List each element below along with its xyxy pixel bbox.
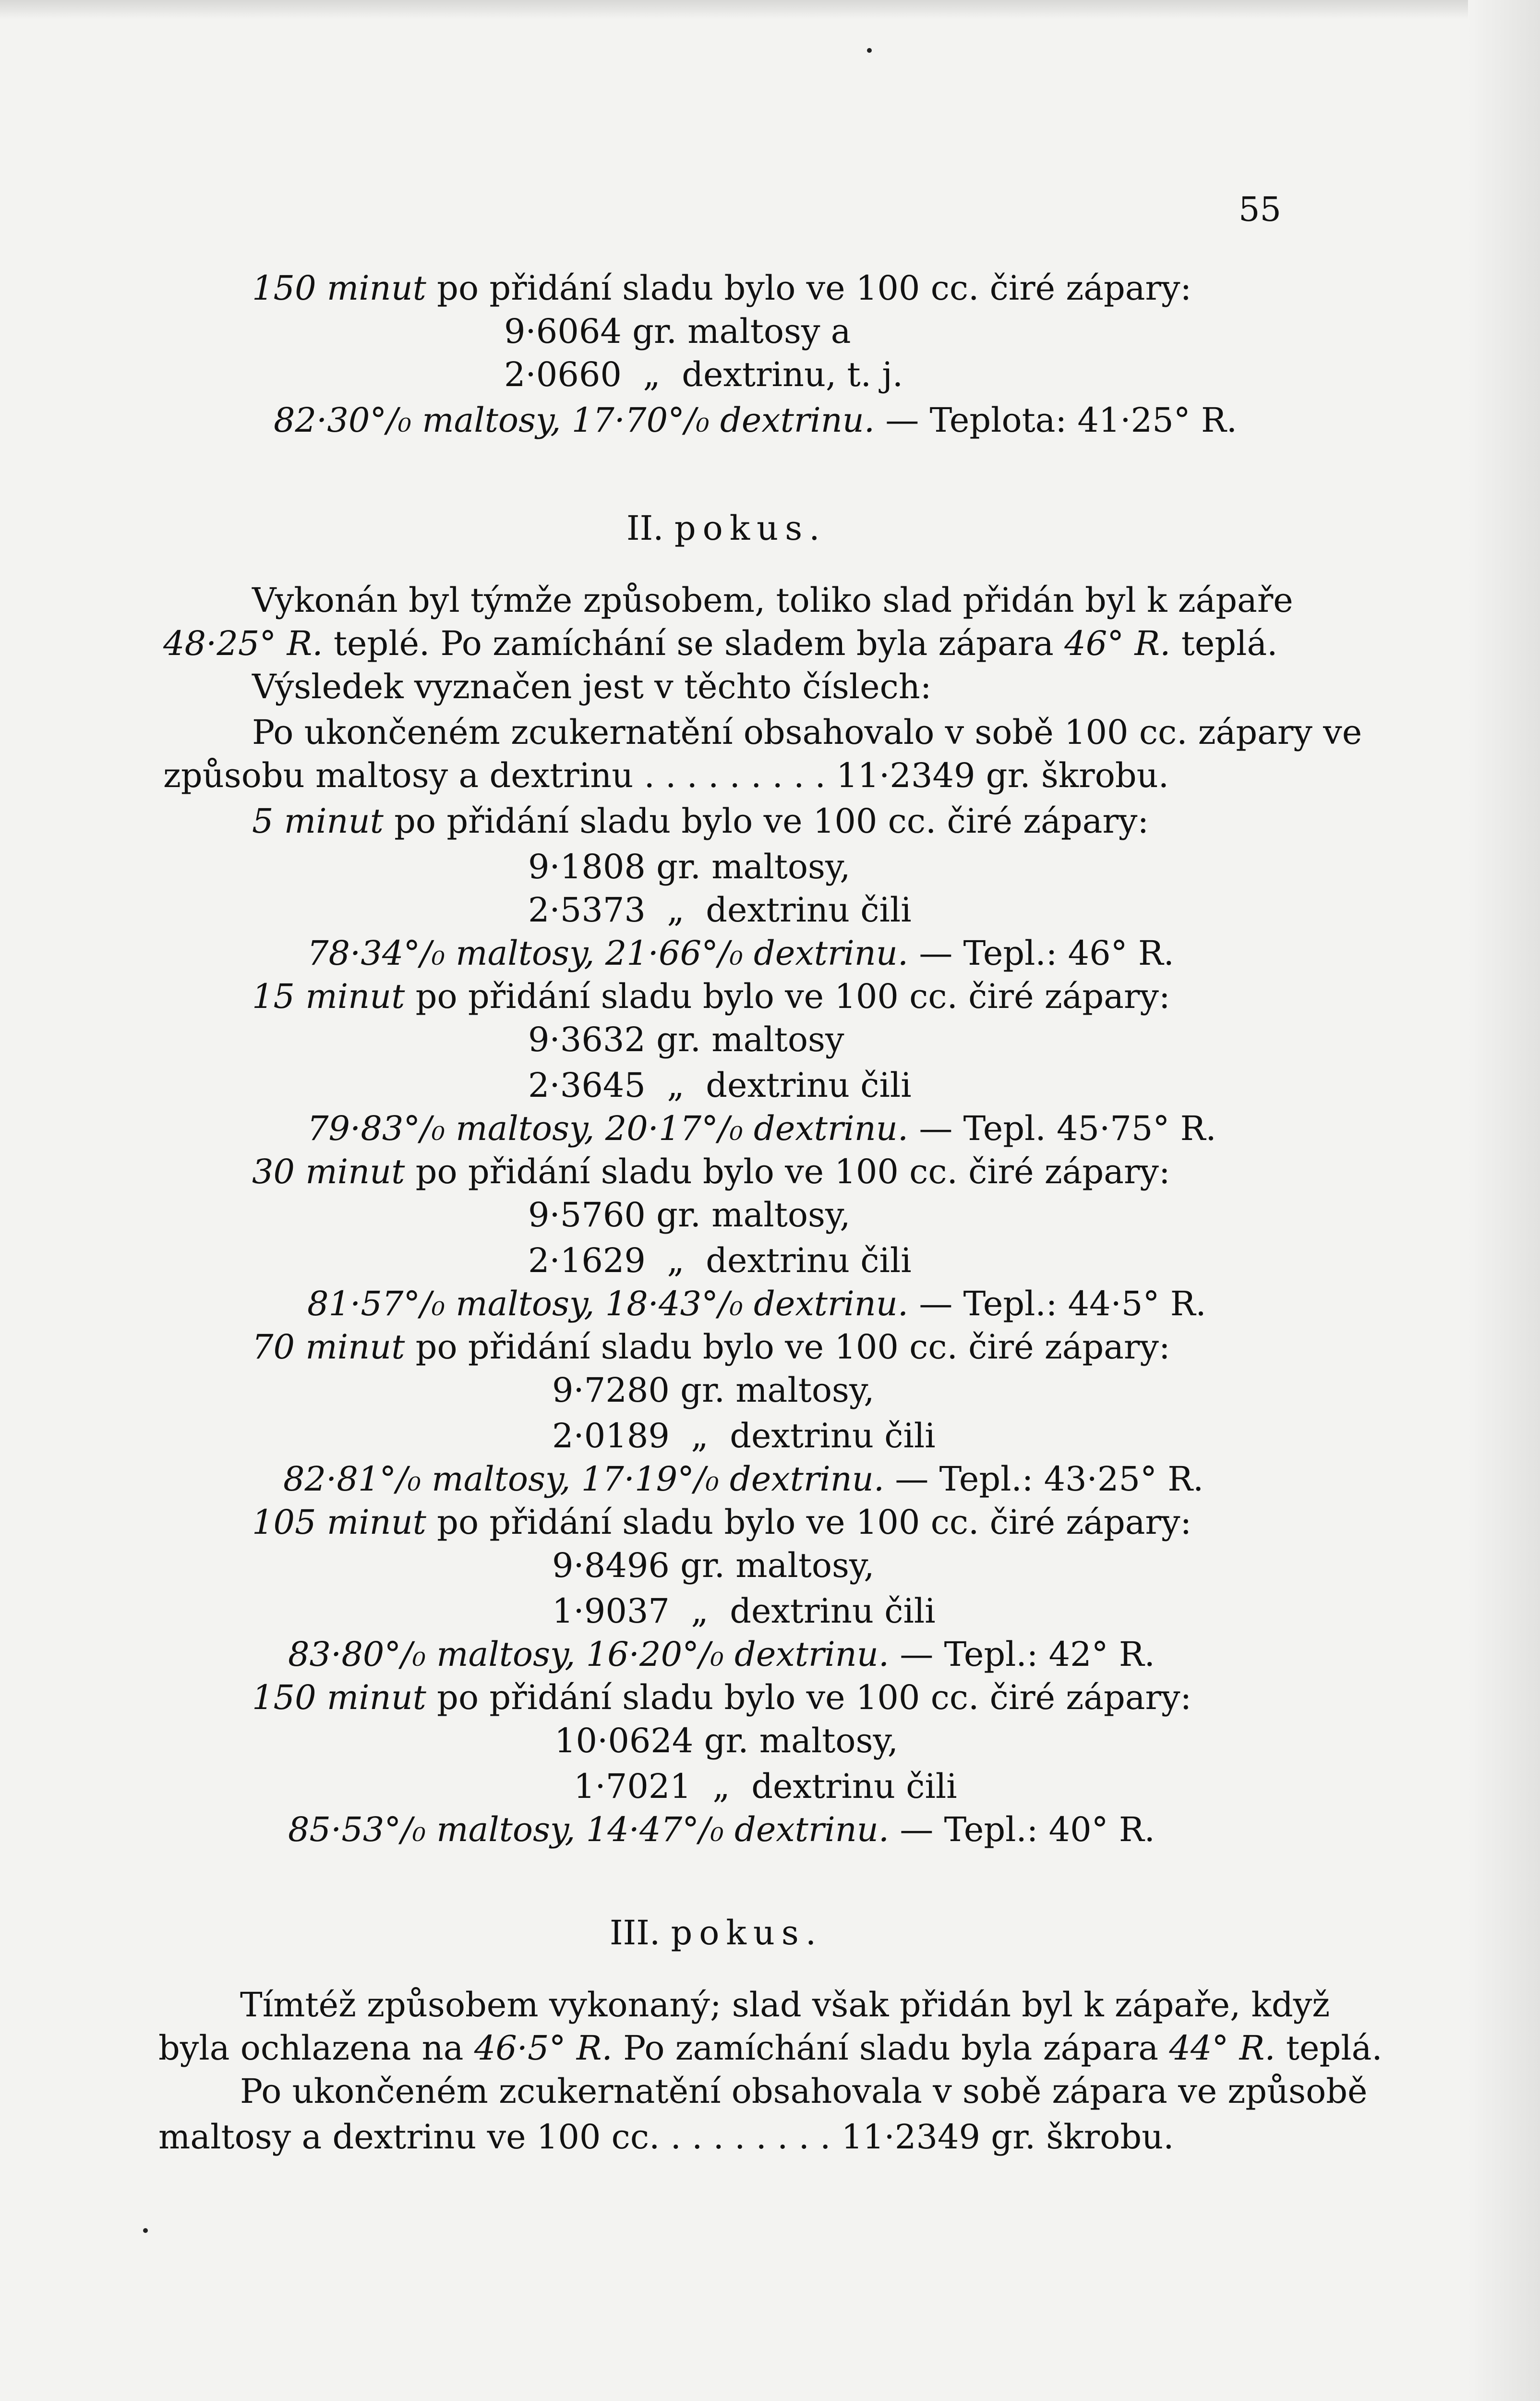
text-run: — Tepl.: 44·5° R.: [908, 1284, 1206, 1323]
text-run: teplá.: [1170, 624, 1278, 663]
text-line: [307, 932, 1174, 975]
text-line: [552, 1414, 936, 1457]
text-run: Výsledek vyznačen jest v těchto číslech:: [252, 667, 932, 706]
text-line: [528, 1239, 912, 1282]
text-run: — Tepl.: 46° R.: [908, 934, 1174, 973]
page-top-edge: [0, 0, 1540, 19]
text-run: maltosy a dextrinu ve 100 cc. . . . . . . . . 11·2349 gr. škrobu.: [158, 2117, 1174, 2157]
italic-run: 150 minut: [252, 1678, 426, 1717]
text-line: [283, 1457, 1203, 1501]
text-run: po přidání sladu bylo ve 100 cc. čiré zápary:: [405, 977, 1170, 1016]
italic-run: 46·5° R.: [474, 2028, 613, 2068]
text-line: [552, 1589, 936, 1633]
text-run: — Tepl.: 40° R.: [889, 1810, 1155, 1849]
text-line: [504, 310, 851, 353]
page-number: 55: [1239, 190, 1282, 229]
text-line: [528, 1018, 844, 1061]
text-line: [252, 711, 1362, 754]
text-line: [504, 353, 903, 396]
spaced-run: pokus.: [674, 509, 827, 548]
text-line: [252, 1501, 1191, 1544]
text-run: byla ochlazena na: [158, 2028, 474, 2068]
section-heading: [626, 507, 826, 550]
italic-run: 78·34°/₀ maltosy, 21·66°/₀ dextrinu.: [307, 934, 909, 973]
text-line: [252, 665, 931, 708]
italic-run: 15 minut: [252, 977, 405, 1016]
speck-mark: [143, 2228, 148, 2233]
italic-run: 70 minut: [252, 1327, 405, 1367]
text-run: II.: [626, 509, 674, 548]
text-line: [163, 754, 1169, 797]
text-run: III.: [610, 1913, 671, 1952]
text-line: [552, 1369, 874, 1412]
text-run: — Teplota: 41·25° R.: [875, 400, 1237, 440]
text-run: teplá.: [1275, 2028, 1383, 2068]
text-run: po přidání sladu bylo ve 100 cc. čiré zápary:: [426, 1678, 1192, 1717]
text-run: Po ukončeném zcukernatění obsahovala v sobě zápara ve způsobě: [240, 2072, 1368, 2111]
italic-run: 105 minut: [252, 1503, 426, 1542]
text-line: [252, 579, 1293, 622]
text-line: [274, 399, 1237, 442]
text-line: [288, 1808, 1155, 1851]
text-run: — Tepl.: 42° R.: [889, 1635, 1155, 1674]
text-run: po přidání sladu bylo ve 100 cc. čiré zápary:: [405, 1327, 1170, 1367]
section-heading: [610, 1911, 823, 1954]
text-run: 9·6064 gr. maltosy a: [504, 312, 851, 351]
text-line: [528, 1064, 912, 1107]
text-line: [158, 2026, 1383, 2070]
italic-run: 85·53°/₀ maltosy, 14·47°/₀ dextrinu.: [288, 1810, 890, 1849]
text-line: [252, 1150, 1170, 1193]
text-run: 10·0624 gr. maltosy,: [554, 1721, 898, 1760]
text-line: [252, 1325, 1170, 1369]
text-run: 9·1808 gr. maltosy,: [528, 847, 851, 886]
italic-run: 44° R.: [1169, 2028, 1275, 2068]
italic-run: 30 minut: [252, 1152, 405, 1191]
text-run: — Tepl.: 43·25° R.: [884, 1459, 1204, 1499]
italic-run: 46° R.: [1064, 624, 1171, 663]
text-run: 2·5373 „ dextrinu čili: [528, 890, 912, 930]
text-run: Vykonán byl týmže způsobem, toliko slad přidán byl k zápaře: [252, 581, 1293, 620]
text-run: teplé. Po zamíchání se sladem byla zápara: [323, 624, 1065, 663]
italic-run: 48·25° R.: [163, 624, 323, 663]
text-line: [528, 1193, 850, 1237]
text-line: [240, 2070, 1367, 2113]
text-run: Po zamíchání sladu byla zápara: [612, 2028, 1169, 2068]
text-run: 2·3645 „ dextrinu čili: [528, 1066, 912, 1105]
text-line: [552, 1544, 874, 1587]
text-run: po přidání sladu bylo ve 100 cc. čiré zápary:: [426, 1503, 1192, 1542]
text-run: 9·7280 gr. maltosy,: [552, 1370, 875, 1410]
text-line: [158, 2115, 1174, 2158]
text-run: — Tepl. 45·75° R.: [908, 1109, 1216, 1148]
text-run: 1·7021 „ dextrinu čili: [574, 1767, 957, 1806]
text-line: [252, 1676, 1191, 1719]
text-line: [163, 622, 1277, 665]
text-run: 9·5760 gr. maltosy,: [528, 1195, 851, 1235]
text-line: [528, 888, 912, 932]
text-run: po přidání sladu bylo ve 100 cc. čiré zápary:: [383, 801, 1149, 841]
italic-run: 82·81°/₀ maltosy, 17·19°/₀ dextrinu.: [283, 1459, 885, 1499]
speck-mark: [867, 48, 872, 53]
spaced-run: pokus.: [671, 1913, 823, 1952]
text-line: [574, 1765, 957, 1808]
page-right-edge: [1468, 0, 1540, 2401]
italic-run: 150 minut: [252, 268, 426, 308]
text-run: způsobu maltosy a dextrinu . . . . . . . . . 11·2349 gr. škrobu.: [163, 756, 1169, 795]
text-line: [307, 1107, 1216, 1150]
text-run: po přidání sladu bylo ve 100 cc. čiré zápary:: [405, 1152, 1170, 1191]
text-line: [554, 1719, 898, 1762]
text-line: [252, 975, 1170, 1018]
text-run: 2·0660 „ dextrinu, t. j.: [504, 355, 903, 394]
text-run: po přidání sladu bylo ve 100 cc. čiré zápary:: [426, 268, 1192, 308]
text-line: [240, 1983, 1330, 2026]
text-run: 1·9037 „ dextrinu čili: [552, 1591, 936, 1631]
italic-run: 82·30°/₀ maltosy, 17·70°/₀ dextrinu.: [274, 400, 875, 440]
text-line: [252, 267, 1191, 310]
text-run: Tímtéž způsobem vykonaný; slad však přidán byl k zápaře, když: [240, 1985, 1330, 2025]
text-line: [252, 800, 1149, 843]
text-line: [528, 845, 850, 888]
italic-run: 5 minut: [252, 801, 384, 841]
text-run: 2·0189 „ dextrinu čili: [552, 1416, 936, 1455]
text-run: 2·1629 „ dextrinu čili: [528, 1241, 912, 1280]
text-run: 9·8496 gr. maltosy,: [552, 1546, 875, 1585]
text-line: [288, 1633, 1155, 1676]
italic-run: 81·57°/₀ maltosy, 18·43°/₀ dextrinu.: [307, 1284, 909, 1323]
text-line: [307, 1282, 1206, 1325]
text-run: Po ukončeném zcukernatění obsahovalo v sobě 100 cc. zápary ve: [252, 713, 1362, 752]
italic-run: 83·80°/₀ maltosy, 16·20°/₀ dextrinu.: [288, 1635, 890, 1674]
text-run: 9·3632 gr. maltosy: [528, 1020, 844, 1059]
italic-run: 79·83°/₀ maltosy, 20·17°/₀ dextrinu.: [307, 1109, 909, 1148]
